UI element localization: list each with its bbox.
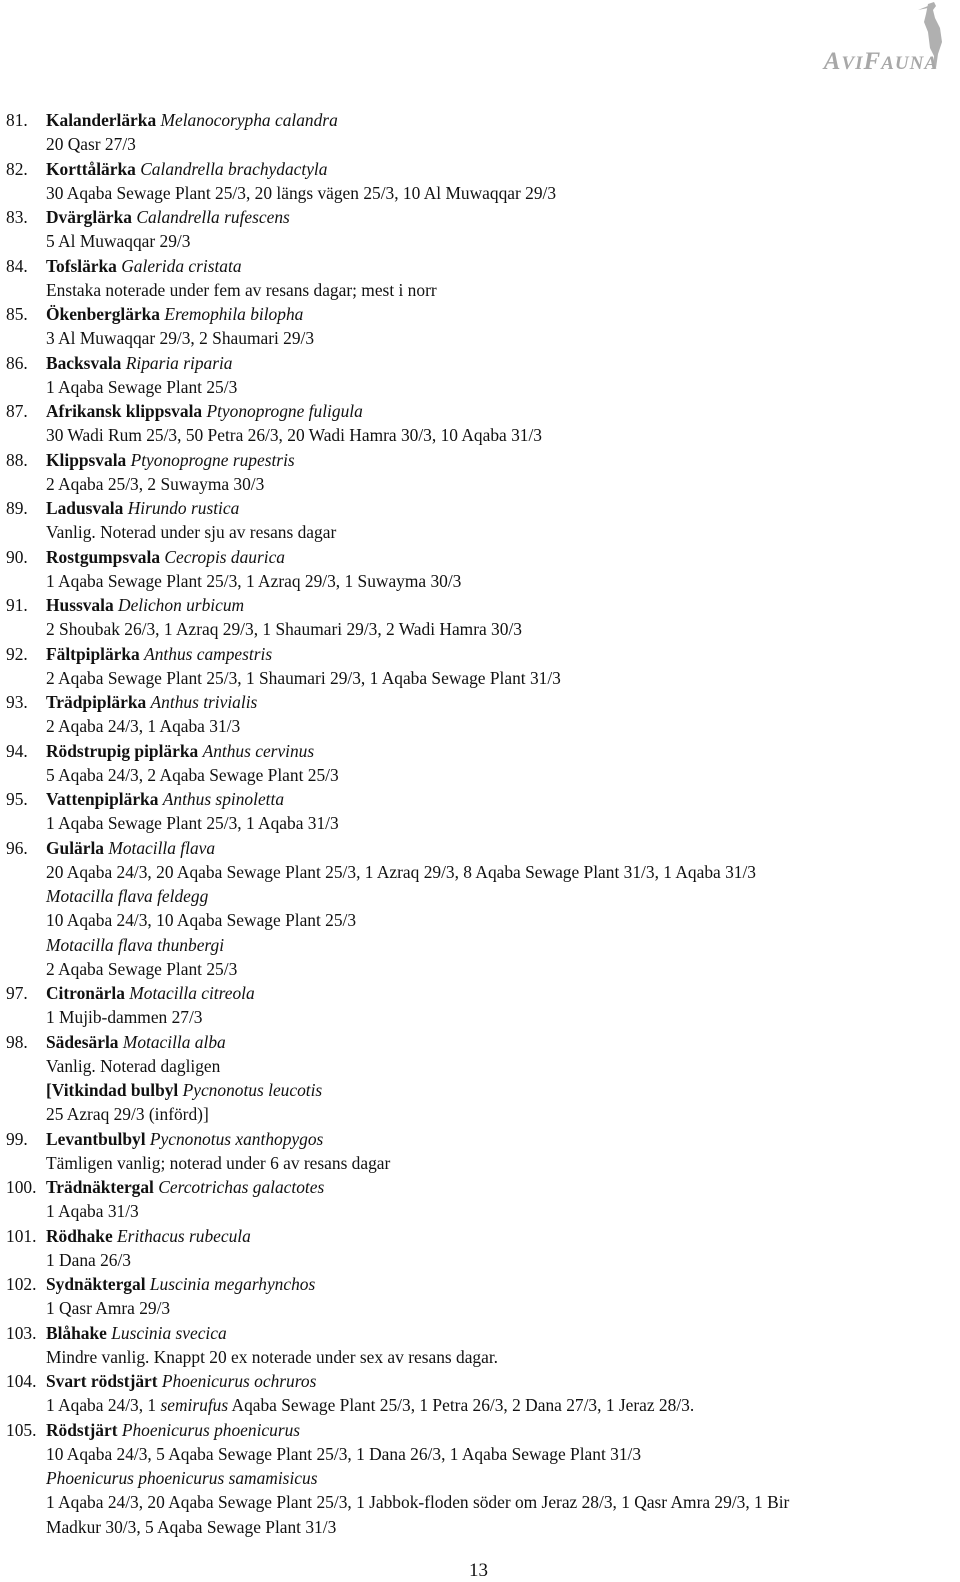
observation-line: 1 Aqaba 31/3 xyxy=(46,1201,139,1222)
species-scientific-name: Ptyonoprogne fuligula xyxy=(206,401,363,421)
species-scientific-name: Ptyonoprogne rupestris xyxy=(130,449,295,470)
species-heading xyxy=(0,642,960,666)
species-heading xyxy=(0,787,960,811)
species-number: 97. xyxy=(6,983,28,1003)
observation-line: 3 Al Muwaqqar 29/3, 2 Shaumari 29/3 xyxy=(46,328,315,349)
species-number: 91. xyxy=(6,595,28,615)
species-scientific-name: Cecropis daurica xyxy=(164,546,285,567)
observation-line: 30 Aqaba Sewage Plant 25/3, 20 längs vägen 25/3, 10 Al Muwaqqar 29/3 xyxy=(46,182,557,203)
species-number: 98. xyxy=(6,1031,28,1052)
species-number: 87. xyxy=(6,401,28,421)
species-heading xyxy=(0,496,960,520)
observation-line: Vanlig. Noterad under sju av resans dagar xyxy=(46,522,337,543)
species-common-name: Tofslärka xyxy=(46,255,117,276)
species-common-name: Hussvala xyxy=(46,595,114,615)
observation-line: 2 Aqaba Sewage Plant 25/3 xyxy=(46,958,238,979)
observation-line: Motacilla flava feldegg xyxy=(46,886,209,906)
species-number: 102. xyxy=(6,1274,37,1294)
species-heading xyxy=(0,302,960,326)
species-heading xyxy=(0,981,960,1005)
observation-line: Tämligen vanlig; noterad under 6 av resans dagar xyxy=(46,1152,391,1173)
species-common-name: Gulärla xyxy=(46,837,104,858)
species-scientific-name: Eremophila bilopha xyxy=(164,304,304,324)
observation-line: 5 Aqaba 24/3, 2 Aqaba Sewage Plant 25/3 xyxy=(46,764,339,785)
species-heading xyxy=(0,690,960,714)
page-number: 13 xyxy=(469,1560,488,1581)
species-common-name: Sädesärla xyxy=(46,1031,119,1052)
observation-line: 1 Dana 26/3 xyxy=(46,1249,132,1270)
species-number: 103. xyxy=(6,1322,37,1343)
species-entry xyxy=(0,157,960,206)
species-number: 85. xyxy=(6,304,28,324)
species-heading xyxy=(0,108,960,132)
species-number: 90. xyxy=(6,546,28,567)
species-number: 94. xyxy=(6,740,28,761)
species-scientific-name: Motacilla alba xyxy=(122,1031,226,1052)
species-scientific-name: Calandrella rufescens xyxy=(136,207,290,227)
species-common-name: Backsvala xyxy=(46,352,122,373)
observation-line: Enstaka noterade under fem av resans dagar; mest i norr xyxy=(46,279,437,300)
species-number: 99. xyxy=(6,1128,28,1149)
species-common-name: Rödstjärt xyxy=(46,1419,118,1440)
species-heading xyxy=(0,1175,960,1199)
observation-line: 2 Aqaba 24/3, 1 Aqaba 31/3 xyxy=(46,716,241,737)
species-entry xyxy=(0,496,960,545)
avifauna-logo xyxy=(796,2,946,75)
species-scientific-name: Anthus spinoletta xyxy=(162,789,285,809)
species-scientific-name: Melanocorypha calandra xyxy=(160,110,338,130)
species-entry xyxy=(0,399,960,448)
species-number: 93. xyxy=(6,692,28,712)
observation-line: 1 Aqaba 24/3, 20 Aqaba Sewage Plant 25/3, 1 Jabbok-floden söder om Jeraz 28/3, 1 Qasr Amra 29/3, 1 Bir xyxy=(46,1492,790,1513)
logo-wordmark: AVIFAUNA xyxy=(823,48,938,75)
species-scientific-name: Cercotrichas galactotes xyxy=(158,1177,325,1197)
species-list xyxy=(0,108,960,1539)
species-common-name: Ladusvala xyxy=(46,498,124,518)
observation-line: 20 Aqaba 24/3, 20 Aqaba Sewage Plant 25/3, 1 Azraq 29/3, 8 Aqaba Sewage Plant 31/3, 1 Aqaba 31/3 xyxy=(46,861,756,882)
species-number: 88. xyxy=(6,449,28,470)
observation-line: 1 Mujib-dammen 27/3 xyxy=(46,1007,203,1028)
species-heading xyxy=(0,593,960,617)
species-number: 83. xyxy=(6,207,28,227)
species-number: 81. xyxy=(6,110,28,130)
species-heading xyxy=(0,1224,960,1248)
observation-line: 1 Aqaba Sewage Plant 25/3, 1 Aqaba 31/3 xyxy=(46,813,339,834)
observation-line: 1 Aqaba Sewage Plant 25/3 xyxy=(46,376,238,397)
species-scientific-name: Phoenicurus phoenicurus xyxy=(121,1419,301,1440)
species-scientific-name: Anthus cervinus xyxy=(202,740,315,761)
observation-line: Phoenicurus phoenicurus samamisicus xyxy=(46,1468,318,1488)
species-number: 105. xyxy=(6,1419,37,1440)
observation-line: 10 Aqaba 24/3, 10 Aqaba Sewage Plant 25/3 xyxy=(46,910,357,931)
species-common-name: Trädpiplärka xyxy=(46,692,147,712)
species-common-name: Trädnäktergal xyxy=(46,1177,154,1197)
species-common-name: Ökenberglärka xyxy=(46,304,161,324)
observation-line: 2 Aqaba 25/3, 2 Suwayma 30/3 xyxy=(46,473,265,494)
species-scientific-name: Luscinia svecica xyxy=(111,1322,227,1343)
species-number: 96. xyxy=(6,837,28,858)
species-heading xyxy=(0,399,960,423)
species-entry xyxy=(0,254,960,303)
species-number: 101. xyxy=(6,1225,37,1246)
species-heading xyxy=(0,1418,960,1442)
species-common-name: Rödhake xyxy=(46,1225,113,1246)
species-common-name: Rödstrupig piplärka xyxy=(46,740,199,761)
species-entry xyxy=(0,351,960,400)
species-number: 104. xyxy=(6,1371,37,1391)
species-heading xyxy=(0,254,960,278)
species-common-name: Sydnäktergal xyxy=(46,1274,146,1294)
species-common-name: Fältpiplärka xyxy=(46,643,140,664)
species-heading xyxy=(0,1127,960,1151)
species-number: 95. xyxy=(6,789,28,809)
species-scientific-name: Anthus trivialis xyxy=(150,692,258,712)
observation-line: [Vitkindad bulbyl Pycnonotus leucotis xyxy=(46,1080,323,1100)
species-heading xyxy=(0,739,960,763)
species-common-name: Afrikansk klippsvala xyxy=(46,401,203,421)
species-scientific-name: Hirundo rustica xyxy=(127,498,240,518)
species-heading xyxy=(0,1321,960,1345)
species-heading xyxy=(0,205,960,229)
species-scientific-name: Motacilla citreola xyxy=(129,983,255,1003)
observation-line: 2 Aqaba Sewage Plant 25/3, 1 Shaumari 29/3, 1 Aqaba Sewage Plant 31/3 xyxy=(46,667,561,688)
species-common-name: Levantbulbyl xyxy=(46,1128,146,1149)
species-common-name: Rostgumpsvala xyxy=(46,546,161,567)
species-number: 84. xyxy=(6,255,28,276)
species-heading xyxy=(0,1369,960,1393)
species-entry xyxy=(0,836,960,982)
species-scientific-name: Erithacus rubecula xyxy=(117,1225,251,1246)
species-scientific-name: Anthus campestris xyxy=(144,643,273,664)
species-scientific-name: Riparia riparia xyxy=(125,352,233,373)
species-entry xyxy=(0,1272,960,1321)
species-scientific-name: Calandrella brachydactyla xyxy=(140,158,328,179)
species-number: 100. xyxy=(6,1177,37,1197)
observation-line: 25 Azraq 29/3 (införd)] xyxy=(46,1104,209,1125)
species-heading xyxy=(0,1272,960,1296)
species-common-name: Kalanderlärka xyxy=(46,110,157,130)
species-entry xyxy=(0,739,960,788)
species-entry xyxy=(0,205,960,254)
species-scientific-name: Phoenicurus ochruros xyxy=(161,1371,317,1391)
species-entry xyxy=(0,448,960,497)
observation-line: 30 Wadi Rum 25/3, 50 Petra 26/3, 20 Wadi Hamra 30/3, 10 Aqaba 31/3 xyxy=(46,425,542,446)
species-scientific-name: Luscinia megarhynchos xyxy=(149,1274,316,1294)
species-entry xyxy=(0,1321,960,1370)
species-common-name: Korttålärka xyxy=(46,158,136,179)
species-heading xyxy=(0,836,960,860)
species-entry xyxy=(0,690,960,739)
observation-line: 10 Aqaba 24/3, 5 Aqaba Sewage Plant 25/3, 1 Dana 26/3, 1 Aqaba Sewage Plant 31/3 xyxy=(46,1443,642,1464)
species-common-name: Blåhake xyxy=(46,1322,107,1343)
species-number: 89. xyxy=(6,498,28,518)
observation-line: Vanlig. Noterad dagligen xyxy=(46,1055,221,1076)
species-heading xyxy=(0,351,960,375)
species-common-name: Citronärla xyxy=(46,983,125,1003)
species-scientific-name: Delichon urbicum xyxy=(118,595,245,615)
species-entry xyxy=(0,1127,960,1176)
species-common-name: Svart rödstjärt xyxy=(46,1371,158,1391)
species-entry xyxy=(0,981,960,1030)
observation-line: Madkur 30/3, 5 Aqaba Sewage Plant 31/3 xyxy=(46,1516,337,1537)
species-entry xyxy=(0,787,960,836)
observation-line: 2 Shoubak 26/3, 1 Azraq 29/3, 1 Shaumari 29/3, 2 Wadi Hamra 30/3 xyxy=(46,619,522,640)
species-entry xyxy=(0,642,960,691)
species-entry xyxy=(0,1030,960,1127)
species-entry xyxy=(0,593,960,642)
species-common-name: Klippsvala xyxy=(46,449,127,470)
species-heading xyxy=(0,1030,960,1054)
species-entry xyxy=(0,1418,960,1539)
observation-line: 1 Aqaba Sewage Plant 25/3, 1 Azraq 29/3, 1 Suwayma 30/3 xyxy=(46,570,462,591)
species-scientific-name: Motacilla flava xyxy=(108,837,216,858)
species-common-name: Dvärglärka xyxy=(46,207,132,227)
species-entry xyxy=(0,1175,960,1224)
observation-line: 1 Qasr Amra 29/3 xyxy=(46,1298,171,1319)
species-heading xyxy=(0,545,960,569)
species-entry xyxy=(0,1369,960,1418)
observation-line: Motacilla flava thunbergi xyxy=(46,934,225,955)
observation-line: 1 Aqaba 24/3, 1 semirufus Aqaba Sewage Plant 25/3, 1 Petra 26/3, 2 Dana 27/3, 1 Jeraz 28/3. xyxy=(46,1395,695,1416)
species-common-name: Vattenpiplärka xyxy=(46,789,159,809)
species-number: 82. xyxy=(6,158,28,179)
species-number: 92. xyxy=(6,643,28,664)
species-heading xyxy=(0,157,960,181)
observation-line: 20 Qasr 27/3 xyxy=(46,134,136,155)
species-entry xyxy=(0,545,960,594)
species-entry xyxy=(0,1224,960,1273)
species-number: 86. xyxy=(6,352,28,373)
species-scientific-name: Pycnonotus xanthopygos xyxy=(149,1128,324,1149)
species-heading xyxy=(0,448,960,472)
species-entry xyxy=(0,302,960,351)
observation-line: Mindre vanlig. Knappt 20 ex noterade under sex av resans dagar. xyxy=(46,1346,499,1367)
species-scientific-name: Galerida cristata xyxy=(121,255,242,276)
observation-line: 5 Al Muwaqqar 29/3 xyxy=(46,231,191,252)
species-entry xyxy=(0,108,960,157)
